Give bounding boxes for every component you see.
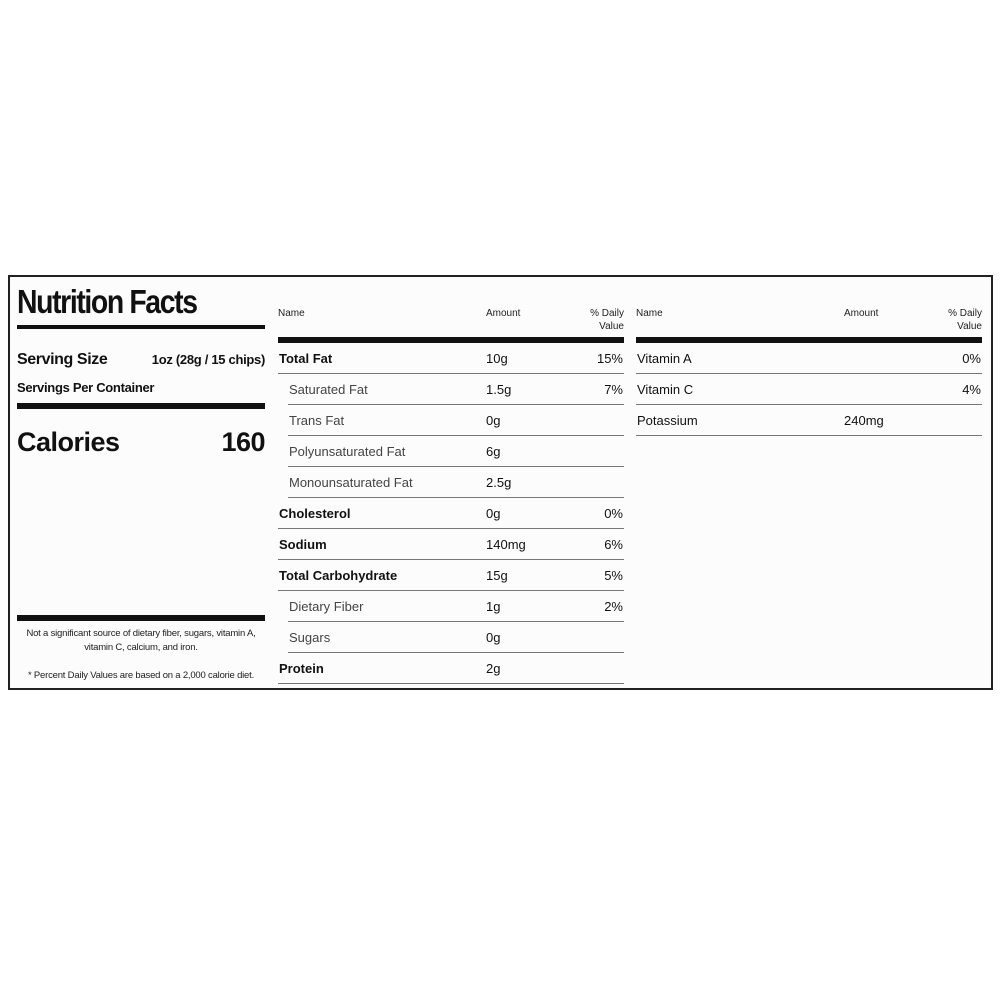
row-name: Vitamin A <box>637 351 692 366</box>
row-amount: 2g <box>486 661 501 676</box>
calories-row <box>17 427 265 458</box>
row-name: Protein <box>279 661 324 676</box>
row-amount: 1.5g <box>486 382 512 397</box>
nutrient-row <box>278 343 624 374</box>
header-daily-value <box>948 307 982 333</box>
nutrient-row <box>278 529 624 560</box>
nutrient-row <box>278 405 624 436</box>
row-amount: 140mg <box>486 537 526 552</box>
serving-divider <box>17 403 265 409</box>
nutrient-row <box>278 622 624 653</box>
nutrient-row <box>278 436 624 467</box>
header-dv-line1: % Daily <box>948 308 982 319</box>
row-amount: 2.5g <box>486 475 512 490</box>
row-daily-value: 15% <box>596 351 623 366</box>
vitamin-row <box>636 343 982 374</box>
header-dv-line2: Value <box>599 321 624 332</box>
nutrition-label <box>8 275 993 690</box>
servings-per-container-label: Servings Per Container <box>17 380 155 395</box>
header-amount: Amount <box>844 308 879 319</box>
row-amount: 15g <box>486 568 508 583</box>
row-divider <box>636 435 982 436</box>
row-amount: 240mg <box>844 413 884 428</box>
nutrient-row <box>278 467 624 498</box>
row-amount: 0g <box>486 506 501 521</box>
row-name: Trans Fat <box>289 413 345 428</box>
row-daily-value: 7% <box>604 382 623 397</box>
calories-label: Calories <box>17 427 120 457</box>
percent-dv-note: * Percent Daily Values are based on a 2,000 calorie diet. <box>27 670 255 681</box>
nutrient-row <box>278 560 624 591</box>
header-dv-line2: Value <box>957 321 982 332</box>
row-name: Potassium <box>637 413 698 428</box>
row-name: Total Carbohydrate <box>279 568 398 583</box>
header-daily-value <box>590 307 624 333</box>
nutrient-row <box>278 591 624 622</box>
row-name: Polyunsaturated Fat <box>289 444 406 459</box>
row-amount: 1g <box>486 599 501 614</box>
footnote-divider <box>17 615 265 621</box>
row-amount: 6g <box>486 444 501 459</box>
row-name: Cholesterol <box>279 506 351 521</box>
calories-value: 160 <box>221 427 265 457</box>
row-name: Total Fat <box>279 351 333 366</box>
row-daily-value: 0% <box>604 506 623 521</box>
row-name: Saturated Fat <box>289 382 368 397</box>
not-significant-note: Not a significant source of dietary fiber, sugars, vitamin A, vitamin C, calcium, and iron. <box>26 628 256 653</box>
row-daily-value: 0% <box>962 351 981 366</box>
label-title: Nutrition Facts <box>17 283 197 320</box>
nutrient-row <box>278 653 624 684</box>
vitamin-row <box>636 405 982 436</box>
row-name: Sodium <box>279 537 327 552</box>
row-name: Sugars <box>289 630 331 645</box>
title-divider <box>17 325 265 329</box>
summary-column <box>17 277 266 688</box>
vitamin-row <box>636 374 982 405</box>
row-name: Dietary Fiber <box>289 599 364 614</box>
row-name: Vitamin C <box>637 382 694 397</box>
row-daily-value: 6% <box>604 537 623 552</box>
nutrient-row <box>278 374 624 405</box>
row-amount: 0g <box>486 413 501 428</box>
row-daily-value: 5% <box>604 568 623 583</box>
row-amount: 10g <box>486 351 508 366</box>
nutrient-row <box>278 498 624 529</box>
header-amount: Amount <box>486 308 521 319</box>
row-daily-value: 4% <box>962 382 981 397</box>
header-dv-line1: % Daily <box>590 308 624 319</box>
row-daily-value: 2% <box>604 599 623 614</box>
serving-size-label: Serving Size <box>17 351 108 368</box>
serving-size-value: 1oz (28g / 15 chips) <box>151 352 265 367</box>
servings-per-container-row <box>17 380 265 395</box>
header-name: Name <box>278 308 305 319</box>
row-name: Monounsaturated Fat <box>289 475 413 490</box>
serving-size-row <box>17 351 265 369</box>
row-amount: 0g <box>486 630 501 645</box>
row-divider <box>278 683 624 684</box>
header-name: Name <box>636 308 663 319</box>
